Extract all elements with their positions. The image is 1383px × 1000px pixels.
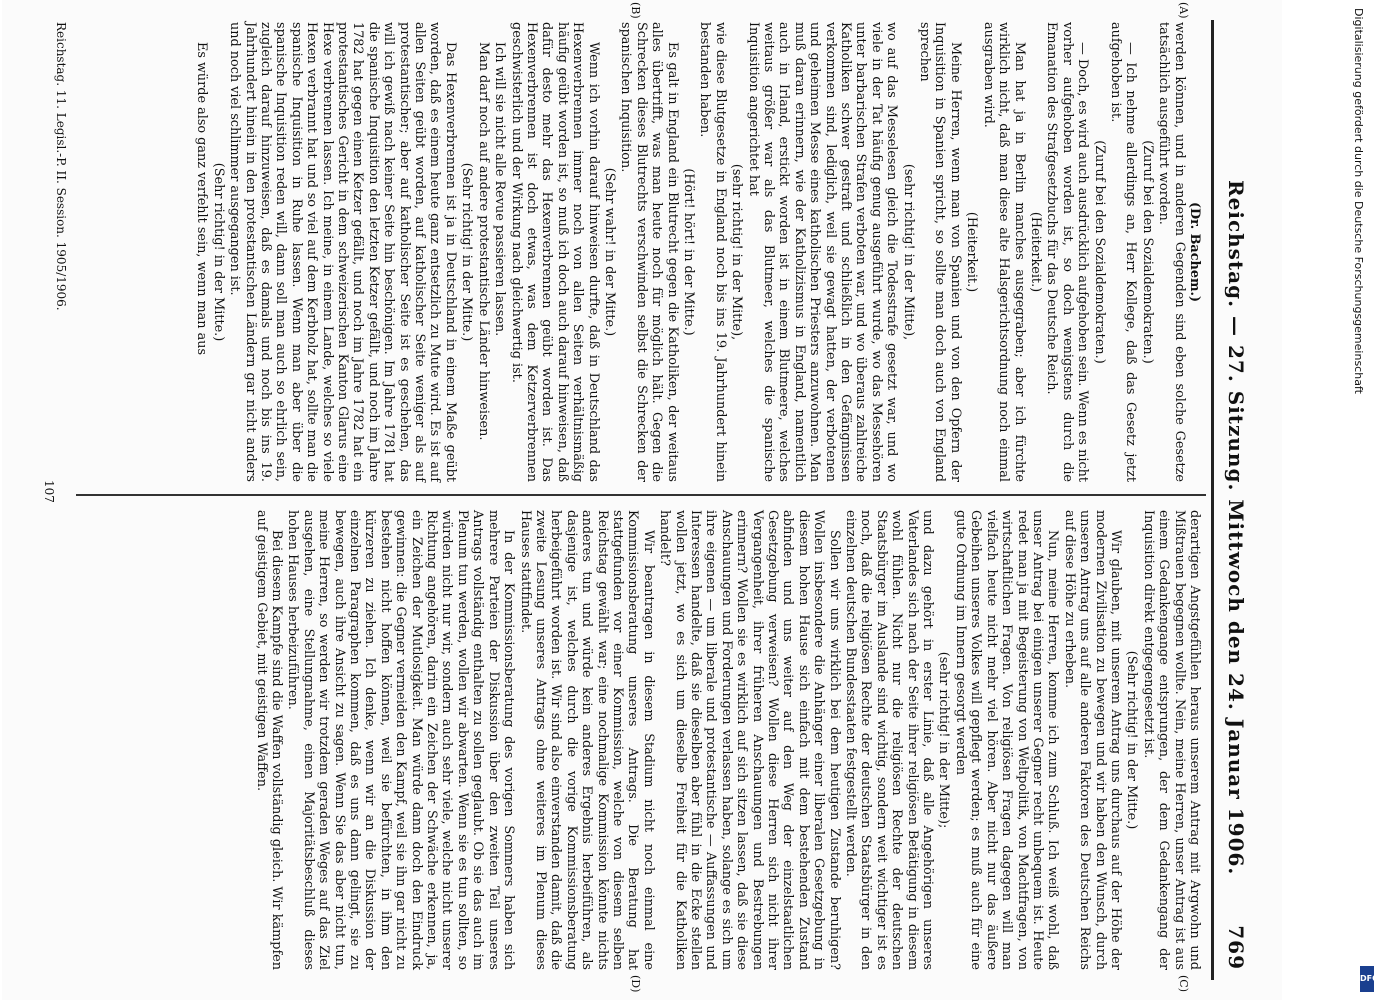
document-page: [2, 0, 1282, 1000]
paragraph: In der Kommissionsberatung des vorigen Sommers haben sich mehrere Parteien der Diskussion über den zweiten Teil unseres Antrags vollständig enthalten zu sollen geglaubt. Ob sie das auch im Plenum tun werden, wollen wir abwarten. Wenn sie es tun sollten, so würden nicht nur wir, sondern auch sehr viele, welche nicht unserer Richtung angehören, darin ein Zeichen der Schwäche erkennen, ja, ein Zeichen der Mutlosigkeit. Man würde dann doch den Eindruck gewinnen: die Gegner vermeiden den Kampf, weil sie ihn gar nicht zu bestehen nicht hoffen können, weil sie befürchten, in ihm den kürzeren zu ziehen. Ich denke, wenn wir an die Diskussion der einzelnen Paragraphen kommen, daß es uns dann gelingt, sie zu bewegen, auch ihre Ansicht zu sagen. Wenn Sie das aber nicht tun, meine Herren, so werden wir trotzdem geraden Weges auf das Ziel ausgehen, eine Stellungnahme, einen Majoritätsbeschluß dieses hohen Hauses herbeizuführen.: [285, 510, 517, 970]
left-column: [193, 22, 1202, 482]
paragraph: werden können, und in anderen Gegenden sind eben solche Gesetze tatsächlich ausgeführt worden.: [1156, 22, 1187, 482]
footer-session-info: Reichstag. 11. Legisl.-P. II. Session. 1905/1906.: [54, 22, 68, 311]
page-title: Reichstag. — 27. Sitzung. Mittwoch den 24. Januar 1906.: [1224, 180, 1248, 876]
interjection: (Sehr wahr! in der Mitte.): [601, 167, 617, 337]
column-divider: [76, 494, 1206, 496]
speaker-name: (Dr. Bachem.): [1187, 201, 1202, 303]
paragraph: — Doch, es wird auch ausdrücklich aufgehoben sein. Wenn es nicht vorher aufgehoben worden ist, so doch wenigstens durch die Emanation des Strafgesetzbuchs für das Deutsche Reich.: [1044, 22, 1091, 482]
interjection: (Zuruf bei den Sozialdemokraten.): [1139, 140, 1155, 364]
margin-note-b: (B): [629, 2, 642, 19]
paragraph: Wir beantragen in diesem Stadium nicht noch einmal eine Kommissionsberatung unseres Antrags. Die Beratung hat stattgefunden vor einer Kommission, welche von diesem selben Reichstag gewählt war; eine nochmalige Kommission könnte nichts anderes tun und würde kein anderes Ergebnis herbeiführen, als dasjenige ist, welches durch die vorige Kommissionsberatung herbeigeführt worden ist. Wir sind also einverstanden damit, daß die zweite Lesung unseres Antrags ohne weiteres im Plenum dieses Hauses stattfindet.: [517, 510, 656, 970]
margin-note-a: (A): [1177, 2, 1190, 19]
paragraph: Meine Herren, wenn man von Spanien und von den Opfern der Inquisition in Spanien spricht, so sollte man doch auch von England sprechen: [917, 22, 963, 482]
right-column: [252, 510, 1202, 970]
interjection: (Hört! hört! in der Mitte.): [681, 168, 696, 336]
interjection: (Heiterkeit.): [1027, 211, 1043, 293]
paragraph: Ich will sie nicht alle Revue passieren lassen.: [492, 42, 508, 337]
paragraph: Sollen wir uns wirklich bei dem heutigen Zustande beruhigen? Wollen insbesondere die Anhänger einer liberalen Gesetzgebung in diesem hohen Hause sich einfach mit dem bestehenden Zustand abfinden und uns weiter auf den Weg der einzelstaatlichen Gesetzgebung verweisen? Wollen diese Herren sich nicht ihrer Vergangenheit, ihrer früheren Anschauungen und Bestrebungen erinnern? Wollen sie es wirklich auf sich sitzen lassen, daß sie diese Anschauungen und Forderungen verlassen haben, solange es sich um ihre eigenen — um liberale und protestantische — Auffassungen und Interessen handelte, daß sie dieselben aber fühl in die Ecke stellen wollen jetzt, wo es sich um dieselbe Freiheit für die Katholiken handelt?: [657, 510, 842, 970]
footer-sheet-number: 107: [42, 480, 56, 503]
header-rule: [1211, 20, 1214, 980]
paragraph: Man darf noch auf andere protestantische Länder hinweisen.: [475, 42, 491, 441]
interjection: (sehr richtig! in der Mitte),: [900, 163, 916, 341]
paragraph: wo auf das Messelesen gleich die Todesstrafe gesetzt war, und wo viele in der Tat häufig genug ausgeführt wurde, wo das Messehören unter barbarischen Strafen verboten war, und wo überaus zahlreiche Katholiken schwer gestraft und schließlich in den Gefängnissen verkommen sind, lediglich, weil sie gewagt hatten, der verbotenen und geheimen Messe eines katholischen Priesters anzuwohnen. Man muß daran erinnern, wie der Katholizismus in England, namentlich auch in Irland, erstickt worden ist in einem Blutmeere, welches weitaus größer war als das Blutmeer, welches die spanische Inquisition angerichtet hat: [745, 22, 900, 482]
paragraph: Es würde also ganz verfehlt sein, wenn man aus: [194, 42, 210, 356]
paragraph: Nun, meine Herren, komme ich zum Schluß. Ich weiß wohl, daß unser Antrag bei einigen unserer Gegner recht unbequem ist. Heute redet man ja mit Begeisterung von Weltpolitik, von Machtfragen, von wirtschaftlichen Fragen. Von religiösen Fragen dagegen will man vielfach heute nicht mehr viel hören. Aber nicht nur das äußere Gebeihen unseres Volkes will gepflegt werden; es muß auch für eine gute Ordnung im Innern gesorgt werden: [952, 510, 1061, 970]
funding-credit: Digitalisierung gefördert durch die Deutsche Forschungsgemeinschaft: [1352, 8, 1365, 394]
interjection: (Sehr richtig! in der Mitte.): [459, 162, 475, 342]
paragraph: Wir glauben, mit unserem Antrag uns durchaus auf der Höhe der modernen Zivilisation zu bewegen und wir haben den Wunsch, durch unseren Antrag uns auf alle anderen Faktoren des Deutschen Reichs auf diese Höhe zu erheben.: [1061, 510, 1123, 970]
interjection: (Zuruf bei den Sozialdemokraten.): [1091, 140, 1107, 364]
paragraph: Wenn ich vorhin darauf hinweisen durfte, daß in Deutschland das Hexenverbrennen immer noch von allen Seiten verhältnismäßig häufig geübt worden ist, so muß ich doch auch darauf hinweisen, daß dafür desto mehr das Hexenverbrennen geübt worden ist. Das Hexenverbrennen ist doch etwas, was dem Ketzerverbrennen geschwisterlich und der Wirkung nach gleichwertig ist.: [508, 22, 601, 482]
paragraph: und dazu gehört in erster Linie, daß alle Angehörigen unseres Vaterlandes sich nach der Seite ihrer religiösen Betätigung in diesem wohl fühlen. Nicht nur die religiösen Rechte der deutschen Staatsbürger im Auslande sind wichtig, sondern weit wichtiger ist es noch, daß die religiösen Rechte der deutschen Staatsbürger in den einzelnen deutschen Bundesstaaten festgestellt werden.: [843, 510, 936, 970]
interjection: (sehr richtig! in der Mitte);: [936, 651, 952, 829]
page-header: [1216, 20, 1252, 980]
paragraph: Es galt in England ein Blutrecht gegen die Katholiken, der weitaus alles übertrifft, was man heute noch für möglich hält. Gegen die Schrecken dieses Blutrechts verschwinden selbst die Schrecken der spanischen Inquisition.: [618, 22, 680, 482]
margin-note-c: (C): [1177, 975, 1190, 992]
dfg-logo: DFG: [1360, 966, 1374, 992]
page-number: 769: [1224, 925, 1248, 970]
paragraph: Bei diesem Kampfe sind die Waffen vollständig gleich. Wir kämpfen auf geistigem Gebiet, mit geistigen Waffen.: [253, 510, 285, 970]
paragraph: Man hat ja in Berlin manches ausgegraben; aber ich fürchte wirklich nicht, daß man diese alte Halsgerichtsordnung noch einmal ausgraben wird.: [980, 22, 1027, 482]
paragraph: Das Hexenverbrennen ist ja in Deutschland in einem Maße geübt worden, daß es einem heute ganz entsetzlich zu Mute wird. Es ist auf allen Seiten geübt worden, auf katholischer Seite weniger als auf protestantischer; aber auf katholischer Seite ist es geschehen, das will ich gewiß nach keiner Seite hin beschönigen. Im Jahre 1781 hat die spanische Inquisition den letzten Ketzer gefällt, und noch im Jahre 1782 hat gegen einen Ketzer gefällt, und noch im Jahre 1782 hat ein protestantisches Gericht in dem schweizerischen Kanton Glarus eine Hexe verbrennen lassen. Ich meine, in einem Lande, welches so viele Hexen verbrannt hat und so viel auf dem Kerbholz hat, sollte man die spanische Inquisition in Ruhe lassen. Wenn man aber über die spanische Inquisition reden will, dann soll man auch so ehrlich sein, zugleich darauf hinzuweisen, daß es damals und noch bis ins 19. Jahrhundert hinein in den protestantischen Ländern gar nicht anders und noch viel schlimmer ausgegangen ist.: [227, 22, 458, 482]
interjection: (sehr richtig! in der Mitte),: [729, 163, 745, 341]
interjection: (Heiterkeit.): [964, 211, 980, 293]
paragraph: derartigen Angstgefühlen heraus unserem Antrag mit Argwohn und Mißtrauen begegnen wollte. Nein, meine Herren, unser Antrag ist aus einem Gedankengange entsprungen, der dem Gedankengang der Inquisition direkt entgegengesetzt ist.: [1140, 510, 1202, 970]
digitization-sidebar: [1290, 0, 1383, 1000]
margin-note-d: (D): [629, 975, 642, 993]
interjection: (Sehr richtig! in der Mitte.): [210, 162, 226, 342]
paragraph: wie diese Blutgesetze in England noch bis ins 19. Jahrhundert hinein bestanden haben.: [697, 22, 728, 482]
paragraph: — Ich nehme allerdings an, Herr Kollege, daß das Gesetz jetzt aufgehoben ist.: [1107, 22, 1139, 482]
interjection: (Sehr richtig! in der Mitte.): [1124, 650, 1140, 830]
